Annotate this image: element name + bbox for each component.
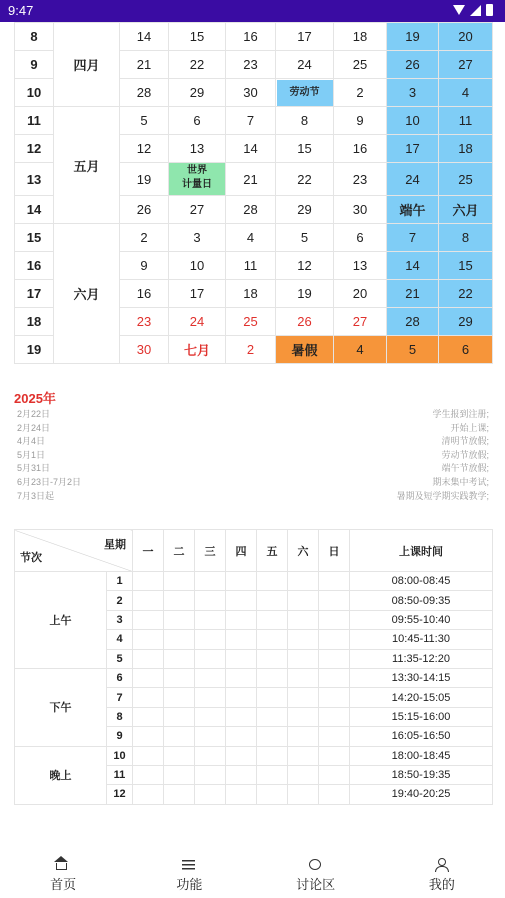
calendar-day-cell[interactable]: 30 [226,79,276,107]
period-number: 1 [107,572,133,591]
weekday-header: 日 [319,530,350,572]
timetable-slot[interactable] [195,610,226,629]
timetable-slot[interactable] [133,688,164,707]
calendar-day-cell[interactable]: 10 [387,107,439,135]
timetable-slot[interactable] [164,630,195,649]
timetable-slot[interactable] [319,610,350,629]
time-header: 上课时间 [350,530,493,572]
timetable-slot[interactable] [164,668,195,687]
list-icon [182,858,196,871]
calendar-day-cell[interactable]: 29 [276,196,334,224]
note-date: 5月1日 [17,449,46,460]
note-row [14,407,492,421]
calendar-day-cell[interactable]: 10 [169,252,226,280]
timetable-slot[interactable] [319,668,350,687]
timetable-slot[interactable] [257,746,288,765]
calendar-day-cell[interactable]: 18 [334,23,387,51]
timetable-slot[interactable] [226,785,257,804]
period-time: 18:50-19:35 [350,765,493,784]
note-date: 6月23日-7月2日 [17,476,82,487]
calendar-day-cell[interactable]: 16 [120,280,169,308]
calendar-day-cell[interactable]: 13 [169,135,226,163]
calendar-day-cell[interactable]: 16 [334,135,387,163]
calendar-day-cell[interactable]: 29 [169,79,226,107]
period-number: 11 [107,765,133,784]
calendar-day-cell[interactable]: 6 [439,336,493,364]
calendar-day-cell[interactable]: 4 [226,224,276,252]
week-number: 11 [15,107,54,135]
timetable-slot[interactable] [195,591,226,610]
calendar-day-cell[interactable]: 6 [334,224,387,252]
timetable-header [15,530,493,572]
week-number: 14 [15,196,54,224]
note-date: 4月4日 [17,436,46,447]
nav-discussion[interactable] [253,848,379,898]
month-label: 四月 [54,23,120,107]
weekday-header: 二 [164,530,195,572]
note-event: 学生报到注册; [432,409,489,419]
nav-me[interactable] [379,848,505,898]
timetable-slot[interactable] [133,630,164,649]
calendar-day-cell[interactable]: 11 [226,252,276,280]
period-time: 11:35-12:20 [350,649,493,668]
calendar-day-cell[interactable]: 5 [120,107,169,135]
calendar-day-cell[interactable]: 12 [276,252,334,280]
calendar-day-cell[interactable]: 4 [334,336,387,364]
nav-home-label: 首页 [50,878,77,893]
weekday-header: 五 [257,530,288,572]
calendar-day-cell[interactable]: 28 [387,308,439,336]
calendar-day-cell[interactable] [169,163,226,196]
timetable-slot[interactable] [288,591,319,610]
calendar-day-cell[interactable]: 5 [276,224,334,252]
timetable-slot[interactable] [195,649,226,668]
calendar-day-cell[interactable]: 七月 [169,336,226,364]
calendar-day-cell[interactable]: 14 [226,135,276,163]
calendar-day-cell[interactable]: 23 [226,51,276,79]
corner-section-label: 节次 [20,552,42,564]
timetable-slot[interactable] [133,572,164,591]
timetable-slot[interactable] [288,785,319,804]
calendar-day-cell[interactable]: 28 [120,79,169,107]
timetable [14,529,493,805]
calendar-day-cell[interactable]: 25 [439,163,493,196]
calendar-day-cell[interactable]: 12 [120,135,169,163]
timetable-slot[interactable] [226,707,257,726]
timetable-slot[interactable] [319,688,350,707]
timetable-slot[interactable] [133,765,164,784]
calendar-day-cell[interactable]: 18 [226,280,276,308]
calendar-day-cell[interactable]: 15 [276,135,334,163]
week-number: 15 [15,224,54,252]
period-number: 5 [107,649,133,668]
calendar-day-cell[interactable]: 27 [169,196,226,224]
timetable-slot[interactable] [288,727,319,746]
timetable-slot[interactable] [257,649,288,668]
calendar-day-cell[interactable]: 15 [169,23,226,51]
timetable-slot[interactable] [319,785,350,804]
timetable-slot[interactable] [257,668,288,687]
week-number: 9 [15,51,54,79]
calendar-day-cell[interactable]: 2 [120,224,169,252]
timetable-slot[interactable] [164,707,195,726]
timetable-slot[interactable] [257,727,288,746]
week-number: 13 [15,163,54,196]
timetable-slot[interactable] [164,610,195,629]
list-icon-shape [182,860,195,870]
status-icons [453,4,493,16]
timetable-slot[interactable] [226,649,257,668]
calendar-day-cell[interactable]: 26 [276,308,334,336]
calendar-day-cell[interactable]: 17 [387,135,439,163]
week-number: 19 [15,336,54,364]
calendar-day-cell[interactable]: 9 [120,252,169,280]
home-icon [56,858,70,871]
calendar-day-cell[interactable]: 2 [226,336,276,364]
note-event: 期末集中考试; [432,476,489,487]
month-label: 五月 [54,107,120,224]
note-date: 2月24日 [17,422,51,433]
timetable-slot[interactable] [288,688,319,707]
timetable-slot[interactable] [257,591,288,610]
timetable-slot[interactable] [257,572,288,591]
week-number: 17 [15,280,54,308]
calendar-day-cell[interactable]: 8 [439,224,493,252]
timetable-slot[interactable] [195,785,226,804]
calendar-day-cell[interactable]: 28 [226,196,276,224]
period-number: 10 [107,746,133,765]
period-time: 09:55-10:40 [350,610,493,629]
timetable-slot[interactable] [133,649,164,668]
timetable-slot[interactable] [133,746,164,765]
timetable-slot[interactable] [257,785,288,804]
note-event: 劳动节放假; [441,449,489,460]
timetable-slot[interactable] [257,765,288,784]
calendar-day-cell[interactable]: 24 [169,308,226,336]
timetable-slot[interactable] [164,649,195,668]
month-label: 六月 [54,224,120,364]
calendar-day-cell[interactable]: 4 [439,79,493,107]
calendar-day-cell[interactable]: 20 [439,23,493,51]
timetable-slot[interactable] [288,649,319,668]
battery-icon [486,4,493,16]
weekday-header: 四 [226,530,257,572]
calendar-day-cell[interactable]: 30 [120,336,169,364]
calendar-day-cell[interactable]: 14 [120,23,169,51]
timetable-slot[interactable] [133,707,164,726]
calendar-day-cell[interactable]: 7 [226,107,276,135]
timetable-slot[interactable] [133,785,164,804]
timetable-slot[interactable] [164,746,195,765]
timetable-row [15,746,493,765]
calendar-day-cell[interactable]: 3 [387,79,439,107]
period-time: 18:00-18:45 [350,746,493,765]
period-number: 4 [107,630,133,649]
timetable-slot[interactable] [319,727,350,746]
timetable-corner [15,530,133,572]
nav-home[interactable] [0,848,126,898]
signal-icon [470,5,481,16]
note-row [14,434,492,448]
chat-icon-shape [309,859,321,870]
calendar-notes [14,388,492,508]
calendar-day-cell[interactable]: 27 [439,51,493,79]
timetable-slot[interactable] [133,610,164,629]
home-icon-shape [56,863,67,870]
note-event: 清明节放假; [441,436,489,447]
period-number: 6 [107,668,133,687]
calendar-day-cell[interactable]: 14 [387,252,439,280]
calendar-day-cell[interactable]: 26 [120,196,169,224]
calendar-day-cell[interactable]: 21 [387,280,439,308]
timetable-slot[interactable] [195,765,226,784]
calendar-day-cell[interactable]: 24 [276,51,334,79]
weekday-header: 六 [288,530,319,572]
calendar-day-cell[interactable]: 22 [169,51,226,79]
timetable-slot[interactable] [319,746,350,765]
nav-functions-label: 功能 [176,878,203,893]
calendar-day-cell[interactable]: 端午 [387,196,439,224]
wifi-icon [453,5,465,15]
note-row [14,475,492,489]
period-time: 10:45-11:30 [350,630,493,649]
period-time: 19:40-20:25 [350,785,493,804]
calendar-day-cell[interactable]: 19 [387,23,439,51]
timetable-slot[interactable] [164,688,195,707]
calendar-day-cell[interactable]: 26 [387,51,439,79]
timetable-slot[interactable] [195,707,226,726]
calendar-day-cell[interactable]: 21 [226,163,276,196]
timetable-slot[interactable] [133,727,164,746]
period-number: 7 [107,688,133,707]
timetable-slot[interactable] [195,727,226,746]
special-day-badge: 世界 计量日 [169,163,225,195]
calendar-week-row [15,107,493,135]
timetable-row [15,572,493,591]
timetable-slot[interactable] [164,572,195,591]
timetable-slot[interactable] [257,630,288,649]
nav-functions[interactable] [126,848,252,898]
timetable-slot[interactable] [257,610,288,629]
timetable-slot[interactable] [257,707,288,726]
period-time: 15:15-16:00 [350,707,493,726]
timetable-row [15,668,493,687]
calendar-day-cell[interactable]: 7 [387,224,439,252]
timetable-slot[interactable] [319,591,350,610]
calendar-week-row [15,23,493,51]
note-event: 暑期及短学期实践教学; [396,490,489,501]
calendar-day-cell[interactable]: 16 [226,23,276,51]
timetable-slot[interactable] [226,746,257,765]
user-icon [435,858,449,871]
timetable-slot[interactable] [226,765,257,784]
timetable-slot[interactable] [226,668,257,687]
timetable-slot[interactable] [133,668,164,687]
timetable-slot[interactable] [288,765,319,784]
timetable-slot[interactable] [226,591,257,610]
calendar-day-cell[interactable]: 24 [387,163,439,196]
calendar-day-cell[interactable]: 6 [169,107,226,135]
timetable-slot[interactable] [195,746,226,765]
timetable-slot[interactable] [195,668,226,687]
section-label: 上午 [15,572,107,669]
week-number: 10 [15,79,54,107]
notes-list [14,407,492,502]
calendar-day-cell[interactable] [276,79,334,107]
status-time: 9:47 [8,3,34,18]
calendar-day-cell[interactable]: 5 [387,336,439,364]
note-event: 端午节放假; [441,463,489,474]
calendar-day-cell[interactable]: 23 [334,163,387,196]
period-number: 9 [107,727,133,746]
calendar-day-cell[interactable]: 30 [334,196,387,224]
week-number: 16 [15,252,54,280]
note-row [14,448,492,462]
timetable-slot[interactable] [195,572,226,591]
timetable-slot[interactable] [319,707,350,726]
note-date: 5月31日 [17,463,51,474]
period-time: 08:00-08:45 [350,572,493,591]
timetable-slot[interactable] [195,630,226,649]
calendar-day-cell[interactable]: 25 [334,51,387,79]
calendar-day-cell[interactable]: 暑假 [276,336,334,364]
calendar-day-cell[interactable]: 六月 [439,196,493,224]
calendar-day-cell[interactable]: 11 [439,107,493,135]
semester-calendar [14,22,492,368]
period-time: 08:50-09:35 [350,591,493,610]
week-number: 8 [15,23,54,51]
period-number: 2 [107,591,133,610]
calendar-day-cell[interactable]: 8 [276,107,334,135]
calendar-day-cell[interactable]: 22 [276,163,334,196]
calendar-day-cell[interactable]: 22 [439,280,493,308]
calendar-day-cell[interactable]: 15 [439,252,493,280]
note-date: 2月22日 [17,409,51,419]
timetable-slot[interactable] [226,630,257,649]
calendar-day-cell[interactable]: 19 [276,280,334,308]
status-bar [0,0,505,22]
timetable-slot[interactable] [319,572,350,591]
calendar-day-cell[interactable]: 13 [334,252,387,280]
calendar-day-cell[interactable]: 17 [276,23,334,51]
timetable-slot[interactable] [226,572,257,591]
calendar-day-cell[interactable]: 18 [439,135,493,163]
note-row [14,489,492,503]
timetable-slot[interactable] [319,765,350,784]
timetable-slot[interactable] [133,591,164,610]
period-number: 8 [107,707,133,726]
corner-week-label: 星期 [104,539,126,551]
weekday-header: 一 [133,530,164,572]
timetable-slot[interactable] [226,610,257,629]
timetable-slot[interactable] [319,649,350,668]
timetable-slot[interactable] [164,785,195,804]
timetable-slot[interactable] [195,688,226,707]
period-number: 3 [107,610,133,629]
calendar-day-cell[interactable]: 20 [334,280,387,308]
timetable-slot[interactable] [288,746,319,765]
timetable-slot[interactable] [288,572,319,591]
calendar-day-cell[interactable]: 29 [439,308,493,336]
timetable-slot[interactable] [288,630,319,649]
calendar-day-cell[interactable]: 19 [120,163,169,196]
timetable-slot[interactable] [226,688,257,707]
note-event: 开始上课; [450,422,489,433]
chat-icon [309,858,323,871]
week-number: 18 [15,308,54,336]
timetable-slot[interactable] [288,668,319,687]
calendar-week-row [15,224,493,252]
note-row [14,461,492,475]
note-row [14,421,492,435]
calendar-day-cell[interactable]: 17 [169,280,226,308]
nav-me-label: 我的 [428,878,455,893]
timetable-slot[interactable] [164,727,195,746]
timetable-slot[interactable] [164,591,195,610]
user-icon-shape [435,858,447,870]
notes-year-title: 2025年 [14,391,56,406]
calendar-day-cell[interactable]: 2 [334,79,387,107]
section-label: 下午 [15,668,107,746]
note-date: 7月3日起 [17,490,55,501]
calendar-day-cell[interactable]: 25 [226,308,276,336]
nav-discussion-label: 讨论区 [296,878,336,893]
period-time: 13:30-14:15 [350,668,493,687]
calendar-day-cell[interactable]: 23 [120,308,169,336]
bottom-nav [0,848,505,898]
timetable-slot[interactable] [288,707,319,726]
calendar-day-cell[interactable]: 3 [169,224,226,252]
calendar-table [14,22,493,364]
calendar-day-cell[interactable]: 21 [120,51,169,79]
timetable-slot[interactable] [164,765,195,784]
timetable-slot[interactable] [288,610,319,629]
timetable-slot[interactable] [319,630,350,649]
period-time: 16:05-16:50 [350,727,493,746]
week-number: 12 [15,135,54,163]
calendar-day-cell[interactable]: 27 [334,308,387,336]
period-time: 14:20-15:05 [350,688,493,707]
period-number: 12 [107,785,133,804]
timetable-slot[interactable] [257,688,288,707]
section-label: 晚上 [15,746,107,804]
calendar-day-cell[interactable]: 9 [334,107,387,135]
holiday-badge: 劳动节 [277,80,333,106]
weekday-header: 三 [195,530,226,572]
timetable-slot[interactable] [226,727,257,746]
